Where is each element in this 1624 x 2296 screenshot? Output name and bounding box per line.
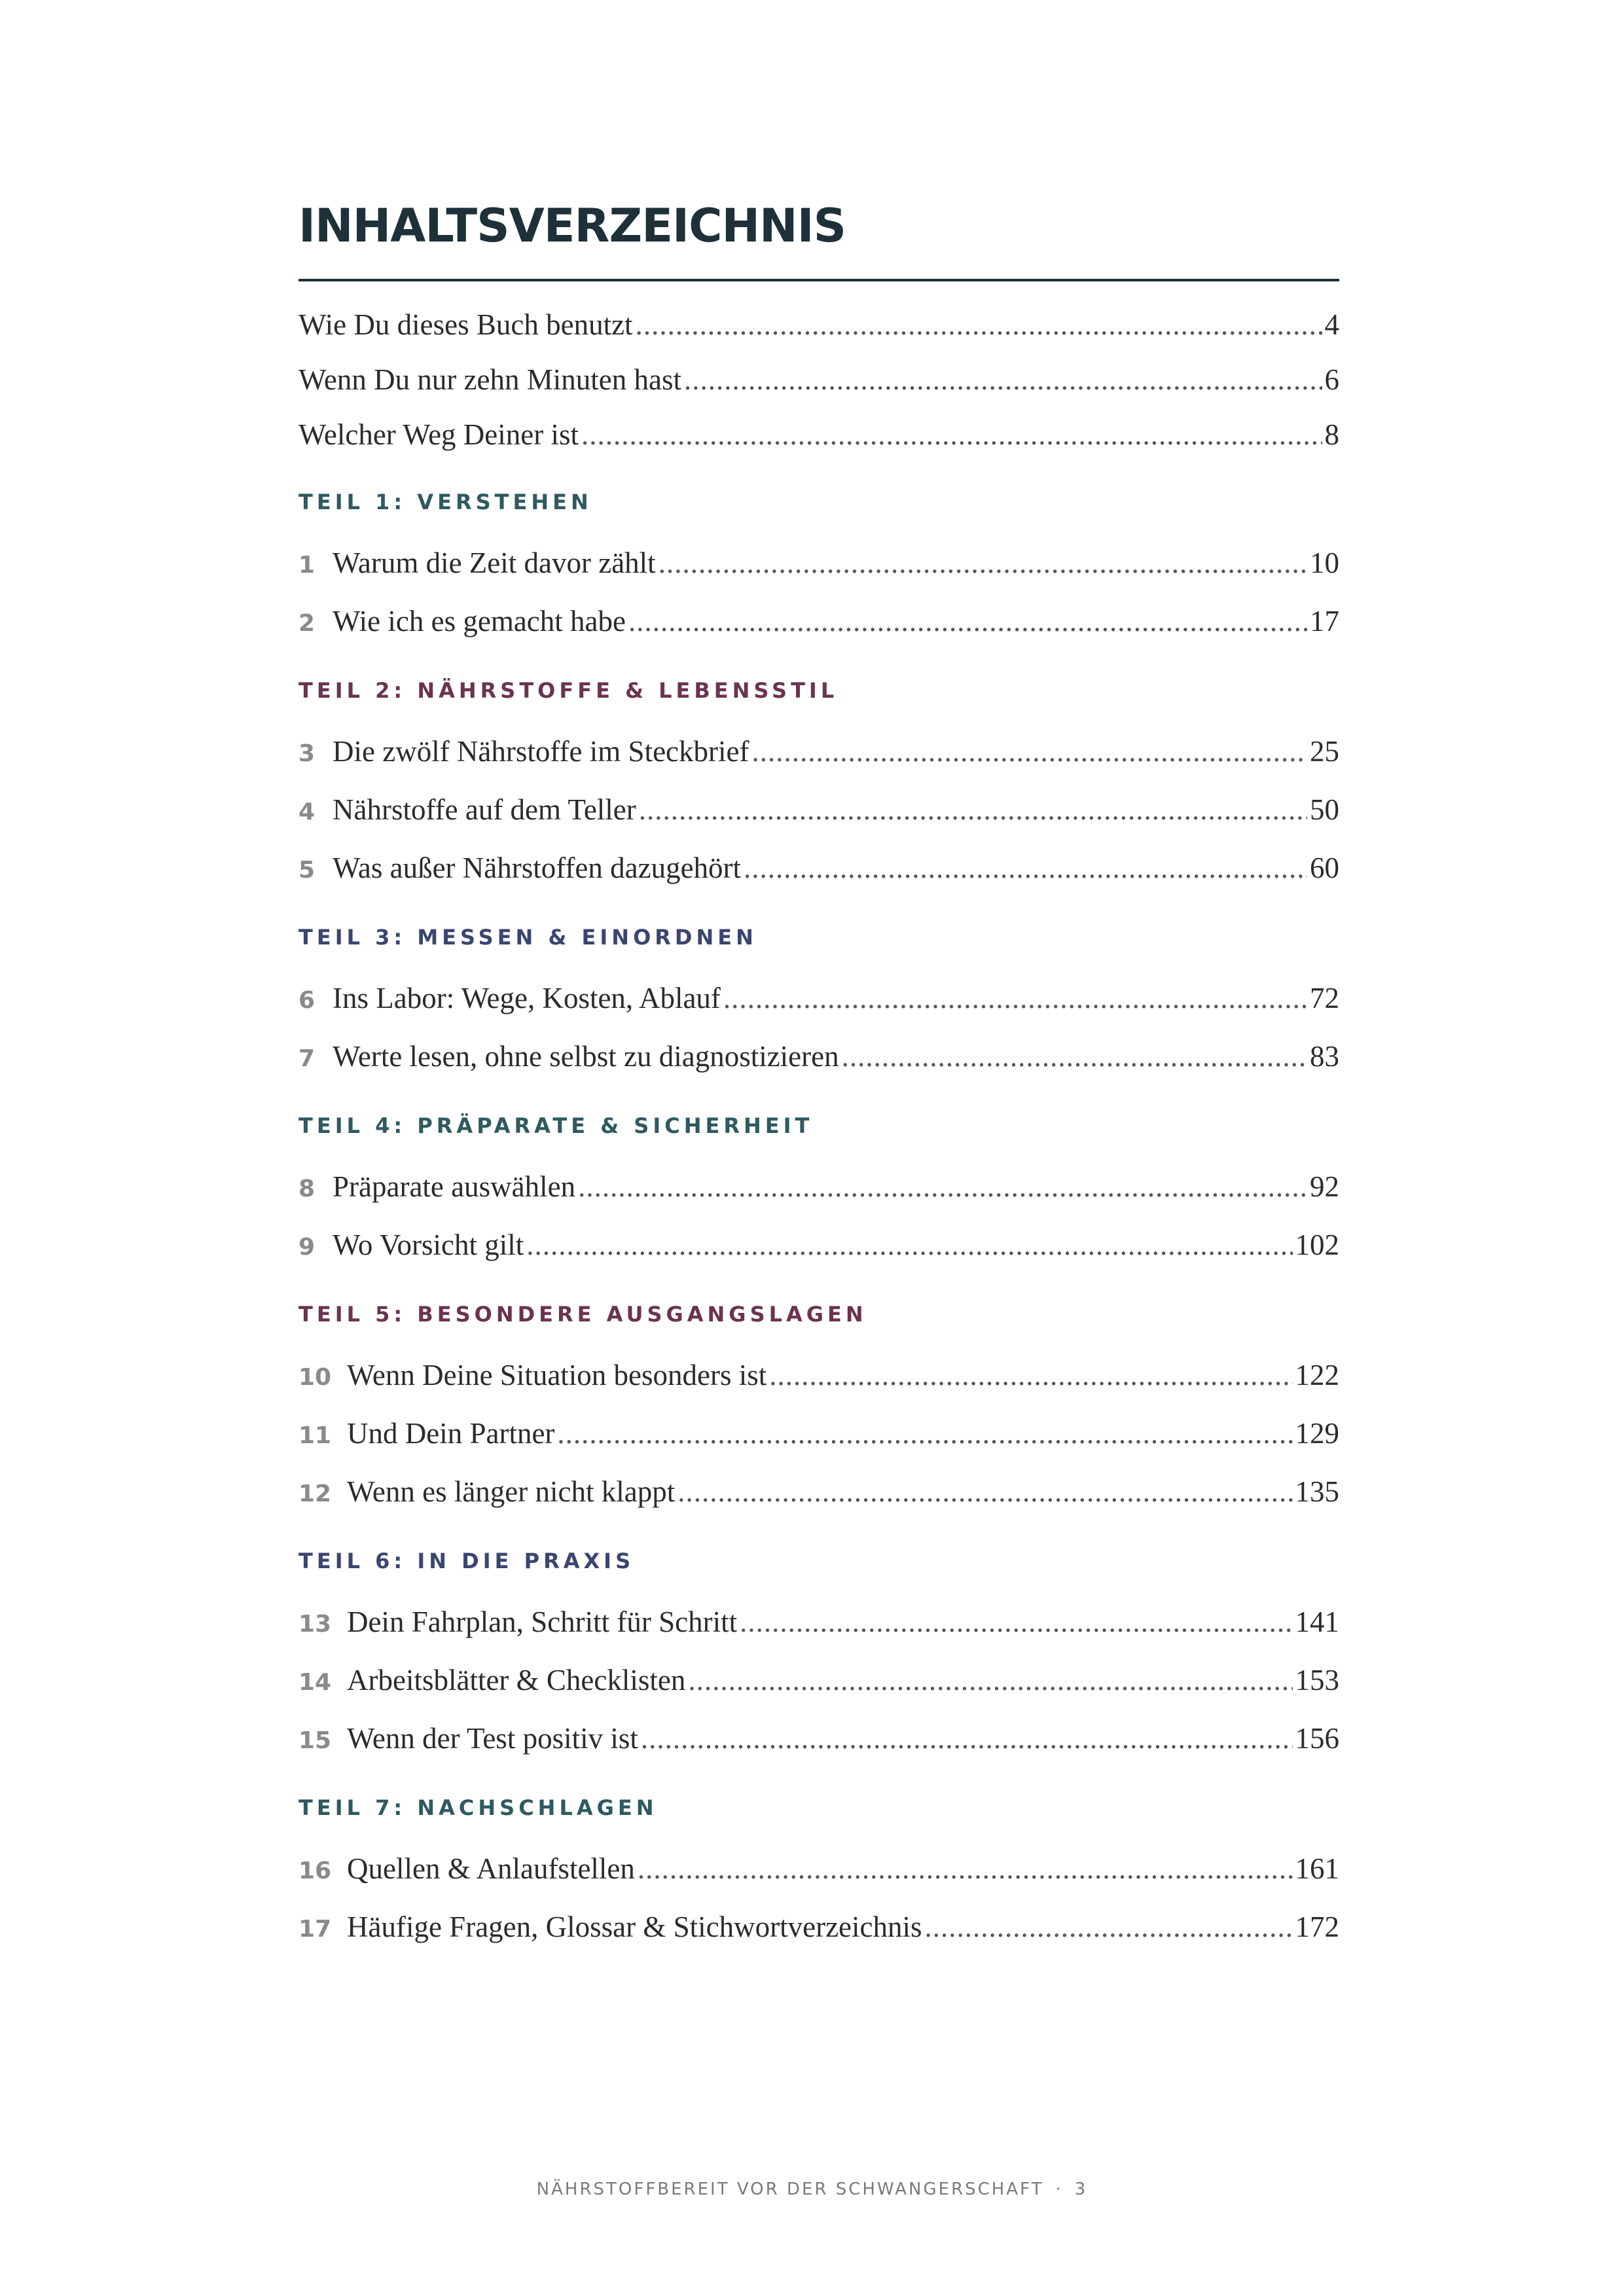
title-divider bbox=[298, 279, 1339, 281]
entry-title: Nährstoffe auf dem Teller bbox=[333, 793, 636, 826]
toc-entry[interactable] bbox=[298, 352, 1339, 407]
page-number: 141 bbox=[1295, 1605, 1339, 1638]
footer-page-number: 3 bbox=[1074, 2179, 1088, 2199]
entry-title: Wo Vorsicht gilt bbox=[333, 1229, 524, 1261]
toc-entry[interactable] bbox=[298, 592, 1339, 651]
section-heading[interactable]: TEIL 6: IN DIE PRAXIS bbox=[298, 1549, 635, 1573]
page-number: 60 bbox=[1310, 852, 1339, 884]
chapter-number: 3 bbox=[298, 740, 316, 767]
page-number: 50 bbox=[1310, 793, 1339, 826]
chapter-number: 12 bbox=[298, 1480, 332, 1507]
dot-leader bbox=[925, 1898, 1293, 1956]
chapter-number: 4 bbox=[298, 798, 316, 825]
section-heading[interactable]: TEIL 2: NÄHRSTOFFE & LEBENSSTIL bbox=[298, 678, 839, 703]
toc-sections bbox=[298, 479, 1339, 1956]
toc-section bbox=[298, 914, 1339, 1086]
dot-leader bbox=[684, 352, 1322, 407]
section-heading[interactable]: TEIL 3: MESSEN & EINORDNEN bbox=[298, 925, 757, 950]
chapter-number: 15 bbox=[298, 1727, 332, 1754]
page-number: 172 bbox=[1295, 1910, 1339, 1943]
intro-entries bbox=[298, 297, 1339, 462]
entry-title: Wenn der Test positiv ist bbox=[347, 1722, 638, 1755]
toc-entry[interactable] bbox=[298, 1158, 1339, 1216]
entry-title: Wenn es länger nicht klappt bbox=[347, 1475, 676, 1508]
toc-entry[interactable] bbox=[298, 1405, 1339, 1463]
footer-separator: · bbox=[1055, 2179, 1063, 2199]
entry-title: Warum die Zeit davor zählt bbox=[333, 547, 656, 579]
toc-entry[interactable] bbox=[298, 1840, 1339, 1898]
chapter-number: 8 bbox=[298, 1175, 316, 1202]
entry-title: Was außer Nährstoffen dazugehört bbox=[333, 852, 742, 884]
dot-leader bbox=[842, 1028, 1307, 1086]
toc-entry[interactable] bbox=[298, 297, 1339, 352]
chapter-number: 5 bbox=[298, 857, 316, 884]
toc-entry[interactable] bbox=[298, 839, 1339, 897]
page-number: 6 bbox=[1324, 363, 1339, 396]
dot-leader bbox=[688, 1651, 1292, 1710]
chapter-number: 6 bbox=[298, 987, 316, 1014]
page-number: 4 bbox=[1324, 308, 1339, 341]
page-number: 72 bbox=[1310, 982, 1339, 1014]
toc-entry[interactable] bbox=[298, 969, 1339, 1028]
page-number: 10 bbox=[1310, 547, 1339, 579]
section-heading[interactable]: TEIL 1: VERSTEHEN bbox=[298, 490, 592, 514]
page-number: 156 bbox=[1295, 1722, 1339, 1755]
chapter-number: 14 bbox=[298, 1669, 332, 1696]
entry-title: Wie ich es gemacht habe bbox=[333, 605, 626, 637]
dot-leader bbox=[578, 1158, 1307, 1216]
dot-leader bbox=[769, 1346, 1292, 1405]
page-number: 153 bbox=[1295, 1664, 1339, 1696]
page-number: 8 bbox=[1324, 418, 1339, 451]
section-heading[interactable]: TEIL 4: PRÄPARATE & SICHERHEIT bbox=[298, 1113, 814, 1138]
entry-title: Wie Du dieses Buch benutzt bbox=[298, 308, 633, 341]
toc-section bbox=[298, 479, 1339, 651]
dot-leader bbox=[740, 1593, 1292, 1651]
toc-entry[interactable] bbox=[298, 1593, 1339, 1651]
entry-title: Quellen & Anlaufstellen bbox=[347, 1852, 635, 1885]
toc-entry[interactable] bbox=[298, 723, 1339, 781]
page-number: 83 bbox=[1310, 1040, 1339, 1073]
toc-entry[interactable] bbox=[298, 1216, 1339, 1274]
toc-section bbox=[298, 1538, 1339, 1768]
chapter-number: 16 bbox=[298, 1857, 332, 1884]
footer-book-title: NÄHRSTOFFBEREIT VOR DER SCHWANGERSCHAFT bbox=[536, 2179, 1044, 2199]
dot-leader bbox=[751, 723, 1307, 781]
page-number: 25 bbox=[1310, 735, 1339, 768]
toc-entry[interactable] bbox=[298, 781, 1339, 839]
entry-title: Häufige Fragen, Glossar & Stichwortverzeichnis bbox=[347, 1910, 922, 1943]
dot-leader bbox=[638, 1840, 1293, 1898]
entry-title: Präparate auswählen bbox=[333, 1170, 576, 1203]
page-number: 135 bbox=[1295, 1475, 1339, 1508]
entry-title: Werte lesen, ohne selbst zu diagnostizieren bbox=[333, 1040, 839, 1073]
toc-entry[interactable] bbox=[298, 407, 1339, 462]
toc-entry[interactable] bbox=[298, 1898, 1339, 1956]
chapter-number: 9 bbox=[298, 1234, 316, 1261]
entry-title: Arbeitsblätter & Checklisten bbox=[347, 1664, 686, 1696]
chapter-number: 13 bbox=[298, 1611, 332, 1638]
chapter-number: 7 bbox=[298, 1045, 316, 1072]
page-number: 161 bbox=[1295, 1852, 1339, 1885]
entry-title: Welcher Weg Deiner ist bbox=[298, 418, 579, 451]
entry-title: Dein Fahrplan, Schritt für Schritt bbox=[347, 1605, 738, 1638]
toc-entry[interactable] bbox=[298, 1028, 1339, 1086]
section-heading[interactable]: TEIL 5: BESONDERE AUSGANGSLAGEN bbox=[298, 1302, 867, 1327]
entry-title: Die zwölf Nährstoffe im Steckbrief bbox=[333, 735, 749, 768]
dot-leader bbox=[744, 839, 1307, 897]
page-title: INHALTSVERZEICHNIS bbox=[298, 199, 846, 253]
page-number: 102 bbox=[1295, 1229, 1339, 1261]
dot-leader bbox=[677, 1463, 1292, 1521]
dot-leader bbox=[636, 297, 1322, 352]
toc-entry[interactable] bbox=[298, 1710, 1339, 1768]
toc-section bbox=[298, 1291, 1339, 1521]
page-number: 129 bbox=[1295, 1417, 1339, 1450]
section-heading[interactable]: TEIL 7: NACHSCHLAGEN bbox=[298, 1795, 658, 1820]
toc-section bbox=[298, 668, 1339, 897]
dot-leader bbox=[526, 1216, 1292, 1274]
chapter-number: 17 bbox=[298, 1916, 332, 1943]
entry-title: Ins Labor: Wege, Kosten, Ablauf bbox=[333, 982, 721, 1014]
page-number: 92 bbox=[1310, 1170, 1339, 1203]
page-number: 122 bbox=[1295, 1359, 1339, 1391]
dot-leader bbox=[641, 1710, 1293, 1768]
dot-leader bbox=[557, 1405, 1292, 1463]
page-number: 17 bbox=[1310, 605, 1339, 637]
entry-title: Und Dein Partner bbox=[347, 1417, 555, 1450]
dot-leader bbox=[581, 407, 1322, 462]
toc-entry[interactable] bbox=[298, 1346, 1339, 1405]
dot-leader bbox=[628, 592, 1307, 651]
chapter-number: 2 bbox=[298, 610, 316, 637]
toc-section bbox=[298, 1103, 1339, 1274]
entry-title: Wenn Du nur zehn Minuten hast bbox=[298, 363, 681, 396]
chapter-number: 11 bbox=[298, 1422, 332, 1449]
toc-page bbox=[298, 190, 1339, 1956]
chapter-number: 1 bbox=[298, 552, 316, 579]
dot-leader bbox=[723, 969, 1307, 1028]
chapter-number: 10 bbox=[298, 1364, 332, 1391]
toc-entry[interactable] bbox=[298, 1651, 1339, 1710]
dot-leader bbox=[659, 534, 1307, 592]
toc-section bbox=[298, 1785, 1339, 1956]
toc-entry[interactable] bbox=[298, 534, 1339, 592]
page-footer bbox=[0, 2179, 1624, 2199]
dot-leader bbox=[639, 781, 1307, 839]
toc-entry[interactable] bbox=[298, 1463, 1339, 1521]
entry-title: Wenn Deine Situation besonders ist bbox=[347, 1359, 767, 1391]
